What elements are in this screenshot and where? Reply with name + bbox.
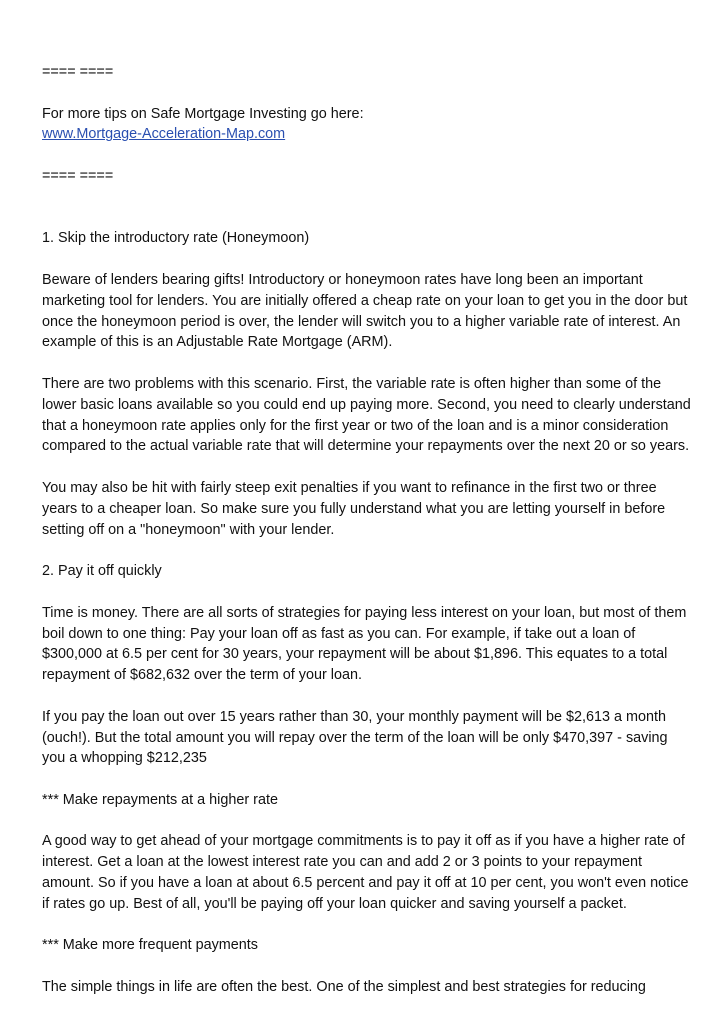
paragraph: You may also be hit with fairly steep exit penalties if you want to refinance in the first two or three years to a cheaper loan. So make sure you fully understand what you are letting yourself in before setting off on a "honeymoon" with your lender.: [42, 479, 666, 538]
paragraph: The simple things in life are often the best. One of the simplest and best strategies for reducing: [42, 979, 646, 996]
section-heading-honeymoon: 1. Skip the introductory rate (Honeymoon): [42, 230, 310, 247]
section-heading-higher-rate: *** Make repayments at a higher rate: [42, 791, 278, 808]
tip-text: For more tips on Safe Mortgage Investing go here:: [42, 105, 364, 122]
tip-link-line: [42, 124, 692, 145]
paragraph: Time is money. There are all sorts of strategies for paying less interest on your loan, but most of them boil down to one thing: Pay your loan off as fast as you can. For example, if take out a loan of $300,000 at 6.5 per cent for 30 years, your repayment will be about $1,896. This equates to a total repayment of $682,632 over the term of your loan.: [42, 604, 687, 684]
paragraph: There are two problems with this scenario. First, the variable rate is often higher than some of the lower basic loans available so you could end up paying more. Second, you need to clearly understand that a honeymoon rate applies only for the first year or two of the loan and is a minor consideration compared to the actual variable rate that will determine your repayments over the next 20 or so years.: [42, 375, 691, 455]
separator-top: ==== ====: [42, 64, 114, 80]
paragraph: Beware of lenders bearing gifts! Introductory or honeymoon rates have long been an important marketing tool for lenders. You are initially offered a cheap rate on your loan to get you in the door but once the honeymoon period is over, the lender will switch you to a higher variable rate of interest. An example of this is an Adjustable Rate Mortgage (ARM).: [42, 271, 688, 351]
section-heading-frequent-payments: *** Make more frequent payments: [42, 937, 258, 954]
paragraph: A good way to get ahead of your mortgage commitments is to pay it off as if you have a higher rate of interest. Get a loan at the lowest interest rate you can and add 2 or 3 points to your repayment amount. So if you have a loan at about 6.5 percent and pay it off at 10 per cent, you won't even notice if rates go up. Best of all, you'll be paying off your loan quicker and saving yourself a packet.: [42, 833, 689, 912]
paragraph: If you pay the loan out over 15 years rather than 30, your monthly payment will be $2,613 a month (ouch!). But the total amount you will repay over the term of the loan will be only $470,397 - saving you a whopping $212,235: [42, 708, 668, 767]
mortgage-map-link[interactable]: www.Mortgage-Acceleration-Map.com: [42, 126, 286, 143]
separator-bottom: ==== ====: [42, 167, 114, 184]
document-page: [42, 62, 692, 998]
section-heading-pay-quickly: 2. Pay it off quickly: [42, 563, 162, 580]
